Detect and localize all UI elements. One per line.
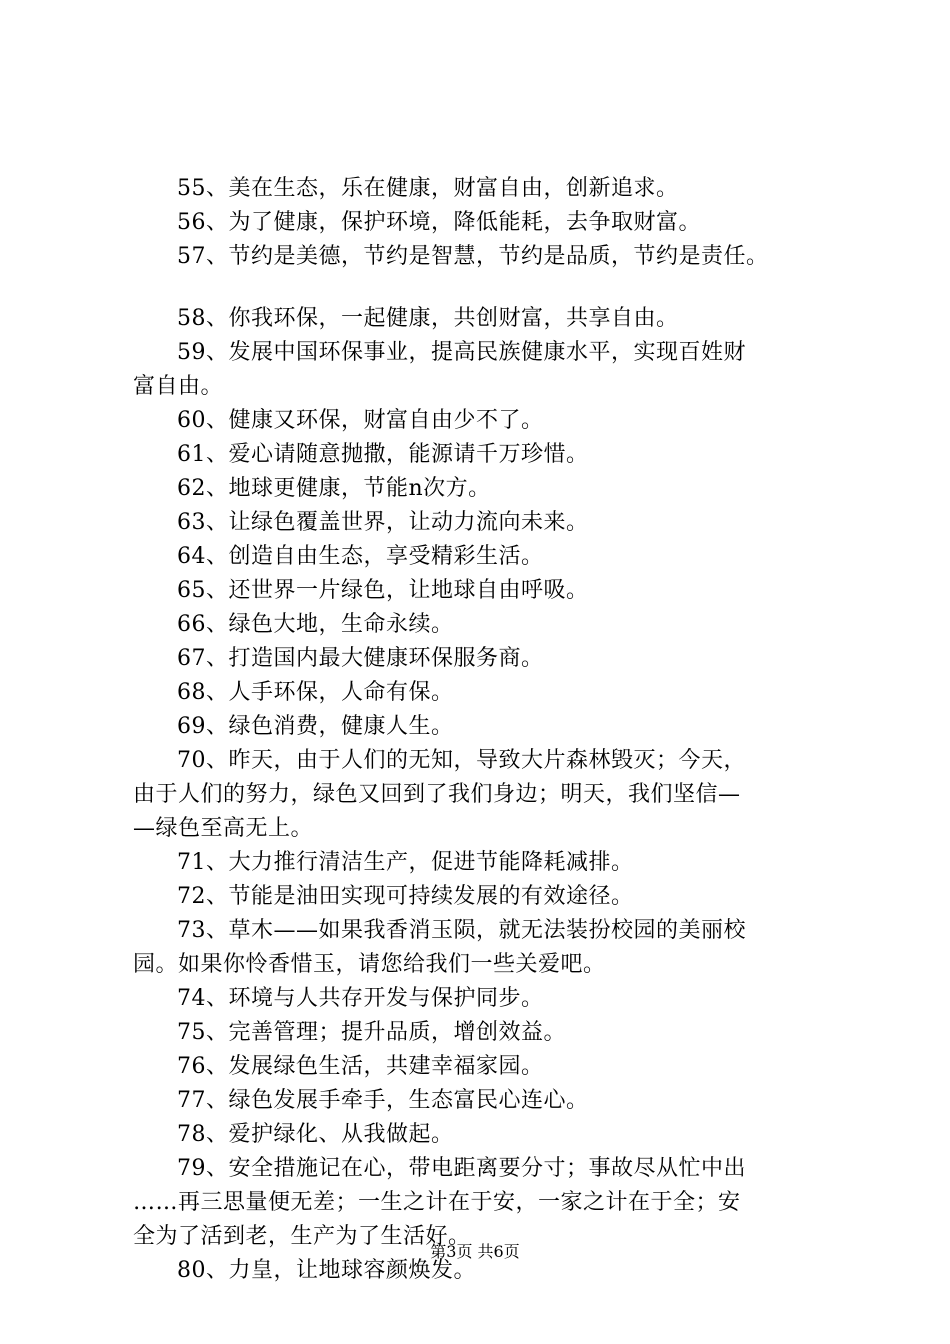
slogan-73: 73、草木——如果我香消玉陨，就无法装扮校园的美丽校 [177, 918, 746, 943]
slogan-70-cont2: —绿色至高无上。 [133, 816, 314, 841]
slogan-59-cont: 富自由。 [133, 374, 224, 399]
page-number-footer: 第3页 共6页 [430, 1242, 520, 1261]
slogan-55: 55、美在生态，乐在健康，财富自由，创新追求。 [177, 176, 679, 201]
slogan-74: 74、环境与人共存开发与保护同步。 [177, 986, 544, 1011]
slogan-76: 76、发展绿色生活，共建幸福家园。 [177, 1054, 544, 1079]
slogan-79-cont: ……再三思量便无差；一生之计在于安，一家之计在于全；安 [133, 1190, 741, 1215]
slogan-67: 67、打造国内最大健康环保服务商。 [177, 646, 544, 671]
slogan-69: 69、绿色消费，健康人生。 [177, 714, 454, 739]
slogan-62: 62、地球更健康，节能n次方。 [177, 476, 491, 501]
slogan-70: 70、昨天，由于人们的无知，导致大片森林毁灭；今天， [177, 748, 746, 773]
slogan-78: 78、爱护绿化、从我做起。 [177, 1122, 454, 1147]
slogan-73-cont: 园。如果你怜香惜玉，请您给我们一些关爱吧。 [133, 952, 606, 977]
slogan-75: 75、完善管理；提升品质，增创效益。 [177, 1020, 566, 1045]
slogan-77: 77、绿色发展手牵手，生态富民心连心。 [177, 1088, 589, 1113]
slogan-61: 61、爱心请随意抛撒，能源请千万珍惜。 [177, 442, 589, 467]
slogan-57: 57、节约是美德，节约是智慧，节约是品质，节约是责任。 [177, 244, 769, 269]
slogan-80: 80、力皇，让地球容颜焕发。 [177, 1258, 476, 1283]
slogan-56: 56、为了健康，保护环境，降低能耗，去争取财富。 [177, 210, 701, 235]
slogan-64: 64、创造自由生态，享受精彩生活。 [177, 544, 544, 569]
slogan-66: 66、绿色大地，生命永续。 [177, 612, 454, 637]
slogan-60: 60、健康又环保，财富自由少不了。 [177, 408, 544, 433]
slogan-72: 72、节能是油田实现可持续发展的有效途径。 [177, 884, 634, 909]
slogan-list [133, 172, 838, 1288]
slogan-63: 63、让绿色覆盖世界，让动力流向未来。 [177, 510, 589, 535]
slogan-70-cont: 由于人们的努力，绿色又回到了我们身边；明天，我们坚信— [133, 782, 741, 807]
slogan-68: 68、人手环保，人命有保。 [177, 680, 454, 705]
slogan-71: 71、大力推行清洁生产，促进节能降耗减排。 [177, 850, 634, 875]
slogan-79-cont2: 全为了活到老，生产为了生活好。 [133, 1224, 471, 1249]
slogan-58: 58、你我环保，一起健康，共创财富，共享自由。 [177, 306, 679, 331]
slogan-65: 65、还世界一片绿色，让地球自由呼吸。 [177, 578, 589, 603]
slogan-59: 59、发展中国环保事业，提高民族健康水平，实现百姓财 [177, 340, 746, 365]
paragraph-gap [133, 274, 838, 302]
slogan-79: 79、安全措施记在心，带电距离要分寸；事故尽从忙中出 [177, 1156, 746, 1181]
